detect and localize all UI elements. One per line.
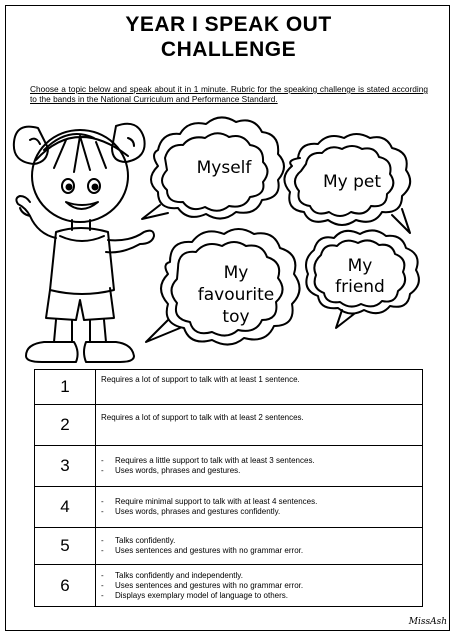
band-descriptor (96, 370, 423, 405)
topic-my-pet: My pet (322, 172, 382, 192)
descriptor-bullet: - Uses words, phrases and gestures confidently. (101, 507, 422, 517)
topic-my-favourite-toy: My favourite toy (197, 263, 275, 327)
table-row (35, 370, 423, 405)
band-descriptor (96, 528, 423, 565)
topic-my-friend: My friend (335, 256, 385, 297)
band-descriptor (96, 446, 423, 487)
title-line-1: YEAR I SPEAK OUT (125, 13, 332, 36)
band-descriptor (96, 405, 423, 446)
descriptor-bullet: - Uses sentences and gestures with no grammar error. (101, 581, 422, 591)
title-line-2: CHALLENGE (160, 38, 297, 61)
table-row (35, 446, 423, 487)
girl-illustration (14, 124, 154, 362)
rubric-table (34, 369, 423, 607)
table-row (35, 405, 423, 446)
descriptor-bullet: - Require minimal support to talk with at least 4 sentences. (101, 497, 422, 507)
descriptor-text: Requires a lot of support to talk with at least 1 sentence. (101, 375, 300, 384)
band-number: 1 (35, 370, 96, 405)
table-row (35, 487, 423, 528)
topic-myself: Myself (196, 158, 252, 178)
descriptor-bullet: - Uses sentences and gestures with no grammar error. (101, 546, 422, 556)
band-descriptor (96, 565, 423, 607)
band-descriptor (96, 487, 423, 528)
band-number: 5 (35, 528, 96, 565)
band-number: 3 (35, 446, 96, 487)
instructions-text: Choose a topic below and speak about it in 1 minute. Rubric for the speaking challenge is stated according to the bands in the National Curriculum and Performance Standard. (30, 84, 428, 104)
band-number: 2 (35, 405, 96, 446)
band-number: 6 (35, 565, 96, 607)
descriptor-bullet: - Talks confidently and independently. (101, 571, 422, 581)
descriptor-bullet: - Requires a little support to talk with at least 3 sentences. (101, 456, 422, 466)
table-row (35, 565, 423, 607)
descriptor-text: Requires a lot of support to talk with at least 2 sentences. (101, 413, 304, 422)
band-number: 4 (35, 487, 96, 528)
table-row (35, 528, 423, 565)
descriptor-bullet: - Uses words, phrases and gestures. (101, 466, 422, 476)
descriptor-bullet: - Talks confidently. (101, 536, 422, 546)
descriptor-bullet: - Displays exemplary model of language to others. (101, 591, 422, 601)
credit-signature: MissAsh (408, 617, 447, 627)
